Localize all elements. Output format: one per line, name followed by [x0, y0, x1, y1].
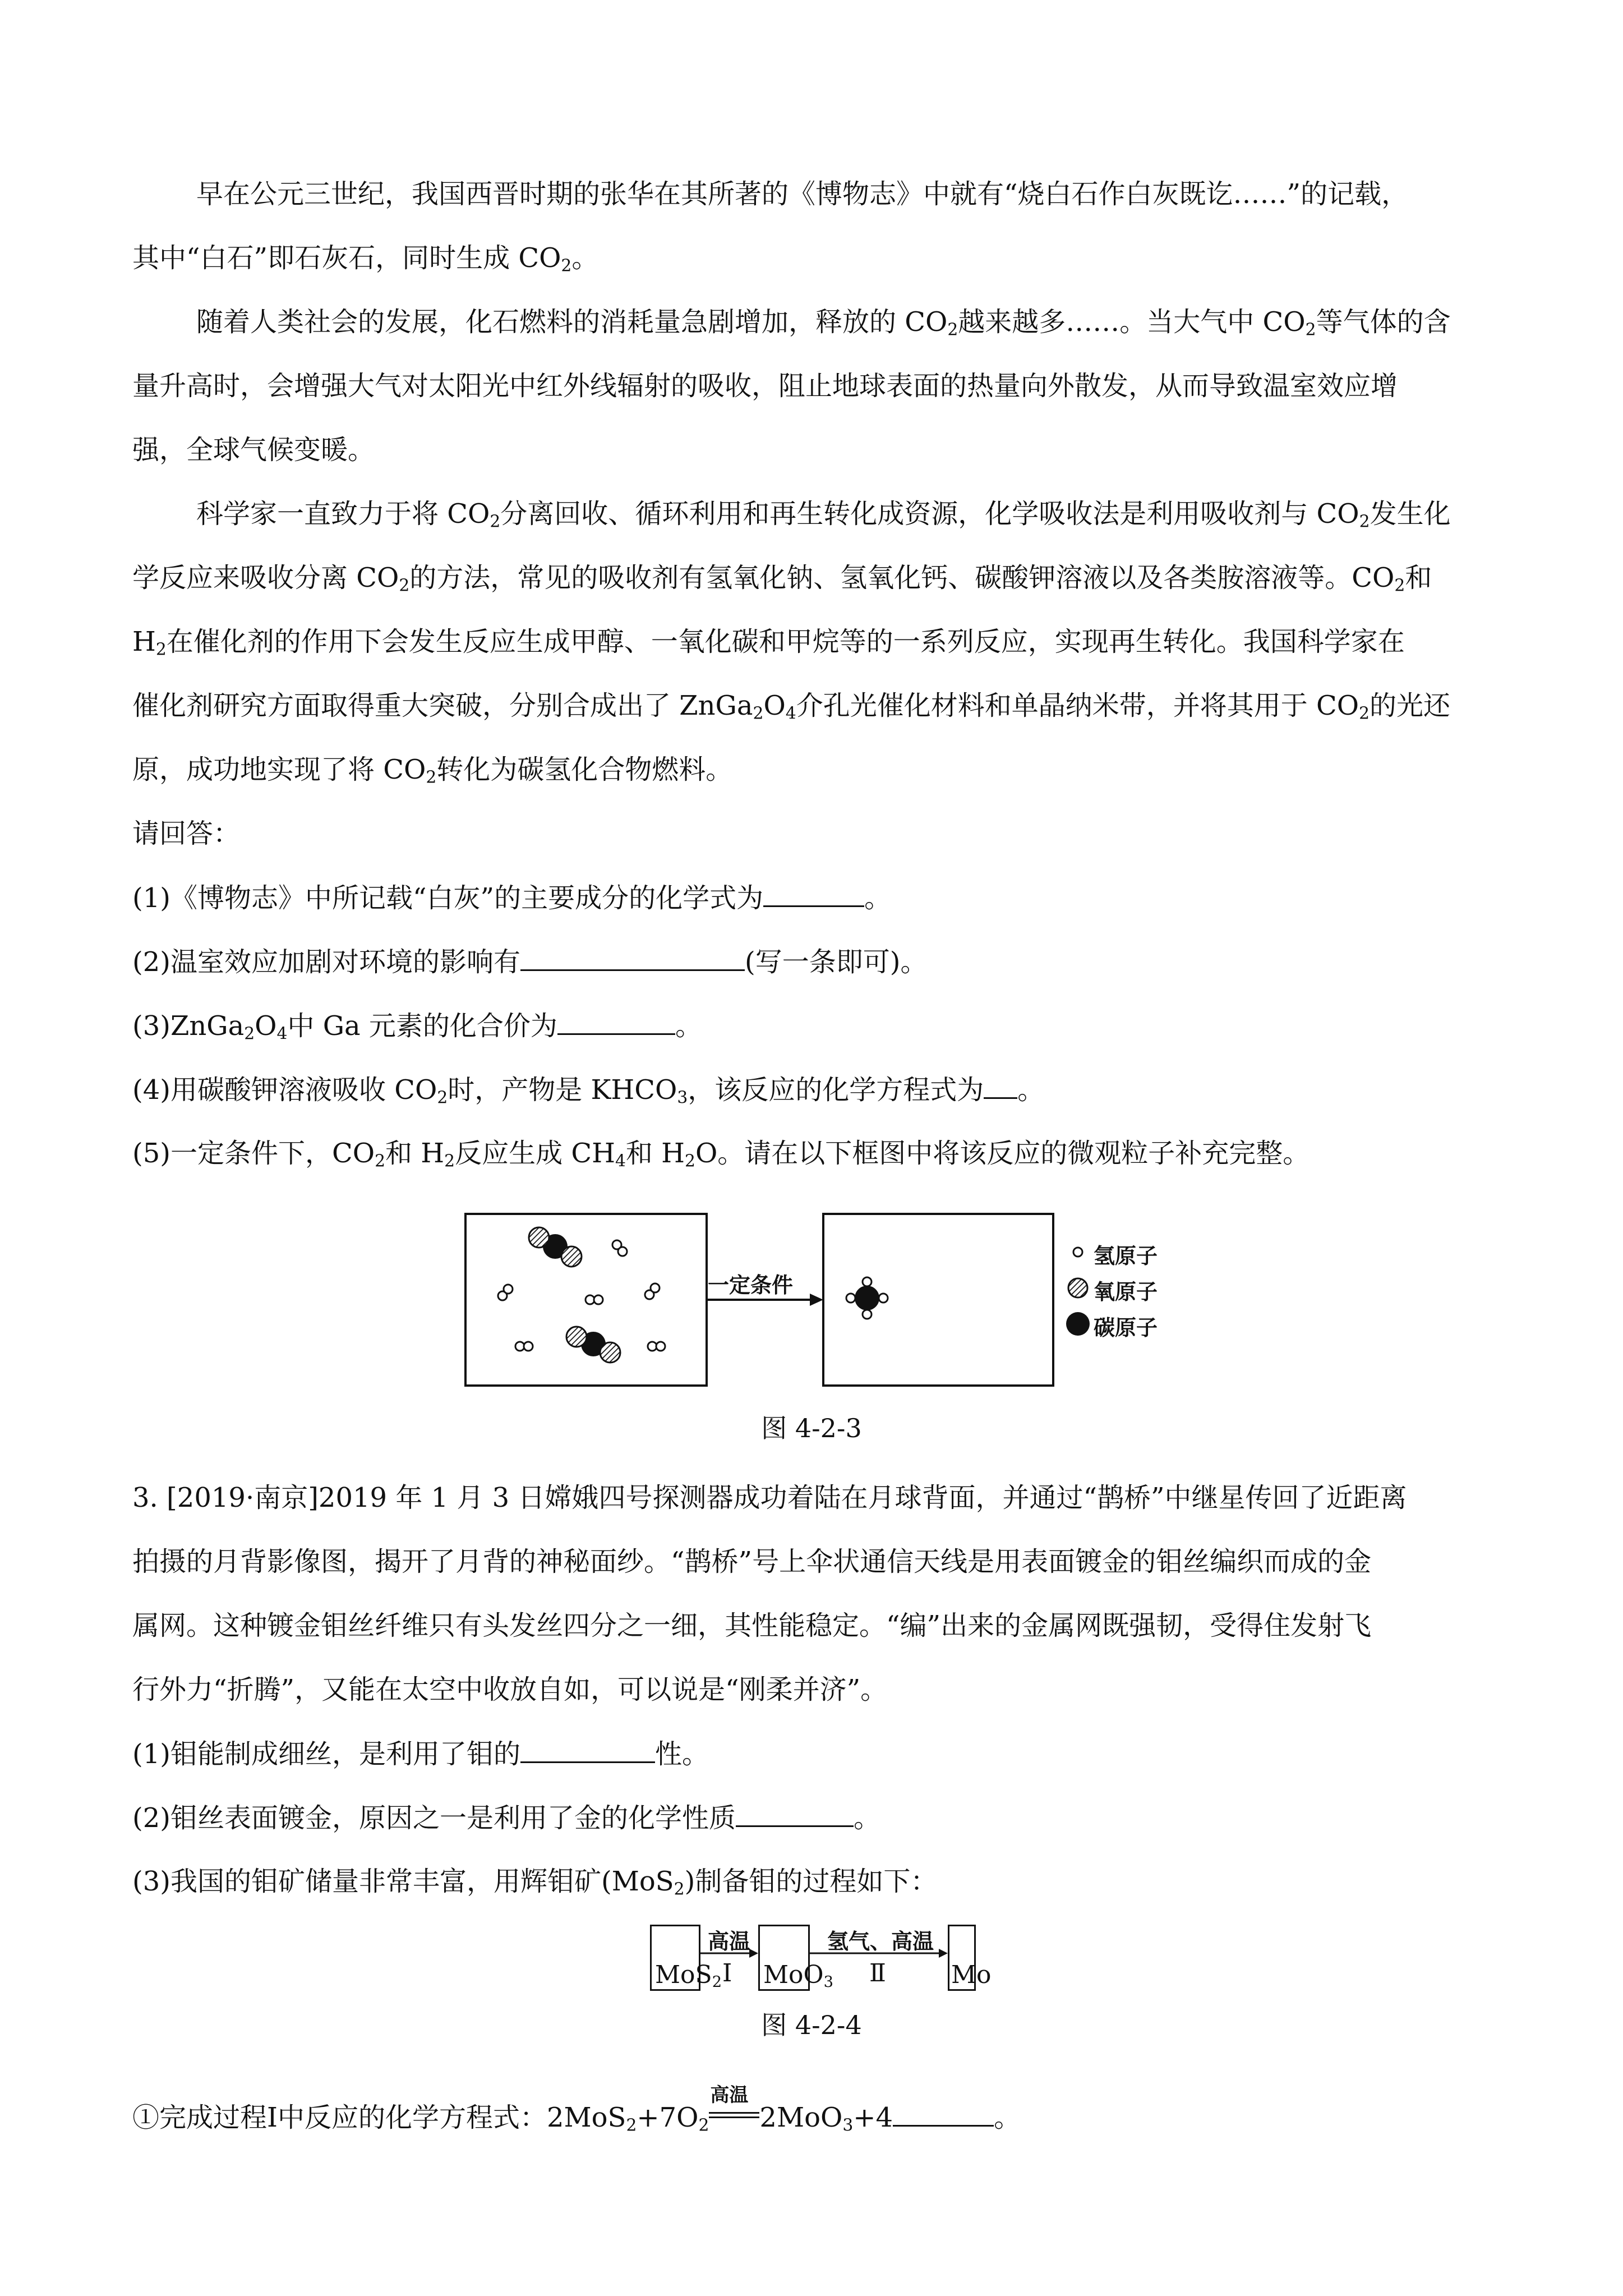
- flow-box-mo: Mo: [948, 1925, 976, 1991]
- passage-p1-line2: 其中“白石”即石灰石，同时生成 $CO_2$。: [132, 242, 599, 276]
- legend-oxygen-label: 氧原子: [1094, 1280, 1158, 1304]
- problem3-line3: 属网。这种镀金钼丝纤维只有头发丝四分之一细，其性能稳定。“编”出来的金属网既强韧，受得住发射飞: [132, 1610, 1372, 1641]
- flow-box-mos2: MoS$_2$: [650, 1925, 700, 1991]
- question-3: $(3)ZnGa_2O_4$中 Ga 元素的化合价为 。: [132, 1009, 702, 1043]
- passage-p3-line2: 学反应来吸收分离 $CO_2$的方法，常见的吸收剂有氢氧化钠、氢氧化钙、碳酸钾溶液以及各类胺溶液等。$CO_2$和: [132, 562, 1432, 596]
- figure2-caption: 图 4-2-4: [761, 2010, 862, 2040]
- passage-p3-line4: 催化剂研究方面取得重大突破，分别合成出了 $ZnGa_2O_4$介孔光催化材料和单晶纳米带，并将其用于 $CO_2$的光还: [132, 690, 1451, 724]
- legend-hydrogen-label: 氢原子: [1094, 1244, 1158, 1268]
- problem3-question2: (2)钼丝表面镀金，原因之一是利用了金的化学性质 。: [132, 1801, 880, 1835]
- figure1-caption: 图 4-2-3: [761, 1413, 862, 1443]
- passage-p2-line3: 强，全球气候变暖。: [132, 434, 375, 466]
- flow-step2-number: Ⅱ: [869, 1959, 886, 1987]
- passage-p2-line1: 随着人类社会的发展，化石燃料的消耗量急剧增加，释放的 $CO_2$越来越多……。当大气中 $CO_2$等气体的含: [196, 306, 1451, 340]
- flow-step2-condition: 氢气、高温: [827, 1929, 934, 1954]
- passage-p1-line1: 早在公元三世纪，我国西晋时期的张华在其所著的《博物志》中就有“烧白石作白灰既讫……”的记载，: [196, 178, 1409, 210]
- problem3-question3: (3)我国的钼矿储量非常丰富，用辉钼矿(MoS$_2$)制备钼的过程如下：: [132, 1866, 938, 1899]
- problem3-line2: 拍摄的月背影像图，揭开了月背的神秘面纱。“鹊桥”号上伞状通信天线是用表面镀金的钼丝编织而成的金: [132, 1546, 1372, 1577]
- answer-blank-final[interactable]: [893, 2100, 994, 2127]
- flow-arrowhead-2: [939, 1949, 948, 1958]
- flow-arrowhead-1: [749, 1949, 758, 1958]
- question-4: (4)用碳酸钾溶液吸收 $CO_2$时，产物是 $KHCO_3$，该反应的化学方程式为 。: [132, 1073, 1044, 1107]
- question-5: (5)一定条件下，$CO_2$和 $H_2$反应生成 $CH_4$和 $H_2O$。请在以下框图中将该反应的微观粒子补充完整。: [132, 1138, 1310, 1171]
- final-equation-question: ①完成过程Ⅰ中反应的化学方程式：$2MoS_2+7O_2$ 高温 2MoO$_3$+4 。: [132, 2084, 1021, 2136]
- flow-box-moo3: MoO$_3$: [758, 1925, 810, 1991]
- arrow-condition-label: 一定条件: [708, 1273, 794, 1297]
- question-1: (1)《博物志》中所记载“白灰”的主要成分的化学式为 。: [132, 881, 891, 915]
- flow-step1-condition: 高温: [708, 1929, 751, 1954]
- passage-p3-line3: $H_2$在催化剂的作用下会发生反应生成甲醇、一氧化碳和甲烷等的一系列反应，实现再生转化。我国科学家在: [132, 626, 1405, 660]
- flow-step1-number: Ⅰ: [722, 1959, 732, 1987]
- passage-p3-line5: 原，成功地实现了将 $CO_2$转化为碳氢化合物燃料。: [132, 754, 733, 788]
- problem3-line1: 3. [2019·南京]2019 年 1 月 3 日嫦娥四号探测器成功着陆在月球背面，并通过“鹊桥”中继星传回了近距离: [132, 1482, 1407, 1513]
- reaction-condition: 高温: [709, 2104, 759, 2127]
- questions-prompt: 请回答：: [132, 818, 241, 849]
- legend-carbon-label: 碳原子: [1094, 1315, 1158, 1340]
- passage-p3-line1: 科学家一直致力于将 $CO_2$分离回收、循环利用和再生转化成资源，化学吸收法是利用吸收剂与 $CO_2$发生化: [196, 498, 1451, 532]
- problem3-question1: (1)钼能制成细丝，是利用了钼的 性。: [132, 1737, 709, 1771]
- problem3-line4: 行外力“折腾”，又能在太空中收放自如，可以说是“刚柔并济”。: [132, 1674, 888, 1705]
- passage-p2-line2: 量升高时，会增强大气对太阳光中红外线辐射的吸收，阻止地球表面的热量向外散发，从而导致温室效应增: [132, 370, 1398, 402]
- question-2: (2)温室效应加剧对环境的影响有 (写一条即可)。: [132, 945, 927, 979]
